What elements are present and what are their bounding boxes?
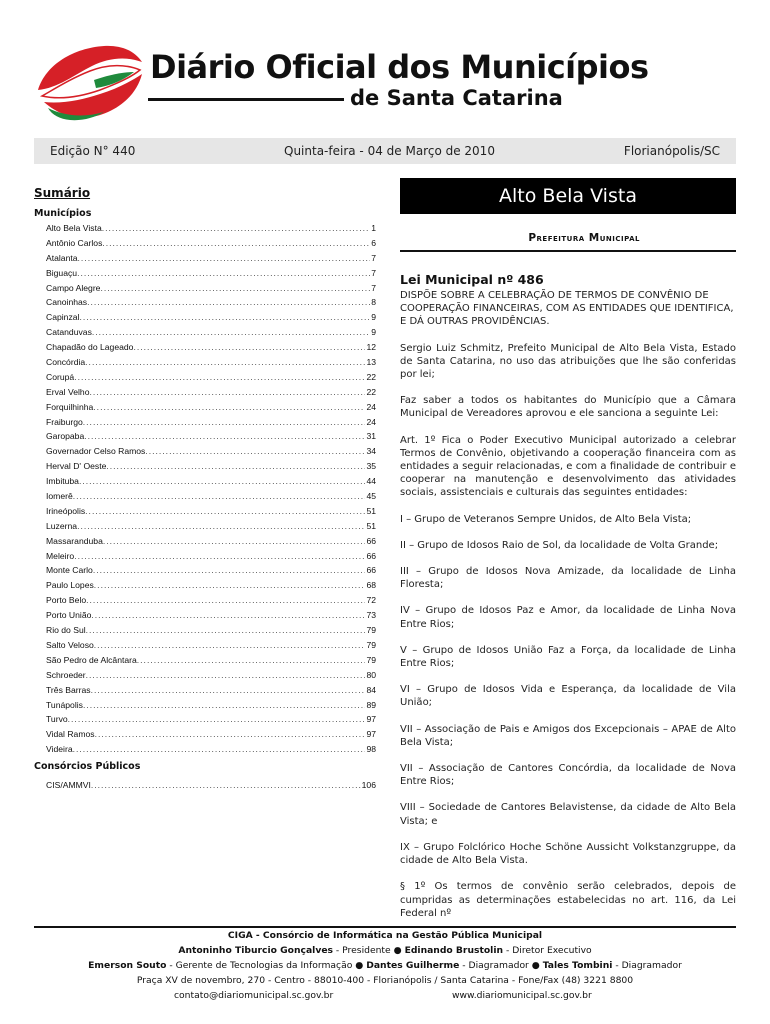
- footer: [34, 926, 736, 1001]
- toc-entry-page: 66: [366, 550, 376, 561]
- toc-entry[interactable]: [34, 281, 376, 296]
- footer-contacts: [34, 988, 736, 1003]
- toc-entry-page: 97: [366, 714, 376, 725]
- toc-entry[interactable]: [34, 251, 376, 266]
- toc-entry-name: Corupá: [46, 371, 75, 382]
- toc-entry[interactable]: [34, 385, 376, 400]
- toc-entry-page: 73: [366, 610, 376, 621]
- toc-entry-name: Herval D' Oeste: [46, 461, 107, 472]
- edition-city: Florianópolis/SC: [623, 144, 720, 158]
- toc-entry-name: São Pedro de Alcântara: [46, 654, 137, 665]
- toc-entry-name: Biguaçu: [46, 267, 78, 278]
- toc-entry[interactable]: [34, 504, 376, 519]
- toc-entry[interactable]: [34, 623, 376, 638]
- toc-entry-page: 51: [366, 520, 376, 531]
- toc-entry-name: Porto União: [46, 610, 92, 621]
- toc-dot-leader: [83, 698, 365, 713]
- toc-entry[interactable]: [34, 534, 376, 549]
- toc-entry-name: Porto Belo: [46, 595, 87, 606]
- law-paragraph: II – Grupo de Idosos Raio de Sol, da localidade de Volta Grande;: [400, 539, 719, 551]
- toc-dot-leader: [91, 683, 366, 698]
- toc-entry-name: Três Barras: [46, 684, 91, 695]
- designer1-role: Diagramador: [468, 960, 529, 971]
- masthead-subtitle: de Santa Catarina: [350, 86, 563, 110]
- toc-entry[interactable]: [34, 400, 376, 415]
- toc-entry-page: 7: [371, 267, 376, 278]
- toc-dot-leader: [79, 474, 365, 489]
- toc-dot-leader: [92, 325, 370, 340]
- law-paragraph: Faz saber a todos os habitantes do Município que a Câmara Municipal de Vereadores aprovou e ele sanciona a seguinte Lei:: [400, 395, 736, 420]
- toc-entry-name: Schroeder: [46, 669, 86, 680]
- toc-dot-leader: [103, 534, 366, 549]
- toc-entry[interactable]: [34, 563, 376, 578]
- toc-dot-leader: [85, 355, 365, 370]
- law-paragraph: VIII – Sociedade de Cantores Belavistense, da cidade de Alto Bela Vista; e: [400, 802, 736, 827]
- toc-consorcios-list: [34, 778, 376, 793]
- toc-entry[interactable]: [34, 519, 376, 534]
- toc-entry[interactable]: [34, 593, 376, 608]
- toc-entry-page: 9: [371, 327, 376, 338]
- toc-entry-name: Imbituba: [46, 476, 79, 487]
- table-of-contents: [34, 186, 376, 793]
- toc-entry-page: 79: [366, 625, 376, 636]
- law-paragraph: Sergio Luiz Schmitz, Prefeito Municipal de Alto Bela Vista, Estado de Santa Catarina, no uso das atribuições que lhe são conferidas por lei;: [400, 342, 736, 381]
- toc-entry[interactable]: [34, 778, 376, 793]
- toc-section-municipios: Municípios: [34, 208, 92, 219]
- toc-entry-page: 24: [366, 401, 376, 412]
- toc-entry-page: 31: [366, 431, 376, 442]
- toc-entry[interactable]: [34, 355, 376, 370]
- toc-entry-name: Fraiburgo: [46, 416, 83, 427]
- toc-entry-name: Garopaba: [46, 431, 85, 442]
- toc-entry-page: 22: [366, 371, 376, 382]
- toc-entry-name: Atalanta: [46, 252, 78, 263]
- toc-entry-page: 24: [366, 416, 376, 427]
- toc-entry-page: 13: [366, 357, 376, 368]
- law-paragraph: VII – Associação de Cantores Concórdia, da localidade de Nova Entre Rios;: [400, 763, 736, 788]
- director-name: Edinando Brustolin: [404, 945, 504, 956]
- footer-org: CIGA - Consórcio de Informática na Gestão Pública Municipal: [227, 930, 543, 941]
- toc-entry[interactable]: [34, 698, 376, 713]
- law-paragraph: Art. 1º Fica o Poder Executivo Municipal autorizado a celebrar Termos de Convênio, objetivando a cooperação financeira com as entidades a seguir relacionadas, e com a finalidade de contribuir e cooperar na manutenção e desenvolvimento das atividades sociais, assistenciais e culturais das seguintes entidades:: [400, 434, 736, 499]
- toc-dot-leader: [85, 504, 365, 519]
- toc-entry-name: Antônio Carlos: [46, 237, 103, 248]
- toc-entry[interactable]: [34, 742, 376, 757]
- toc-dot-leader: [137, 653, 366, 668]
- toc-entry[interactable]: [34, 608, 376, 623]
- toc-entry[interactable]: [34, 370, 376, 385]
- law-title: Lei Municipal nº 486: [400, 272, 544, 287]
- toc-dot-leader: [68, 712, 366, 727]
- law-paragraph: VII – Associação de Pais e Amigos dos Excepcionais – APAE de Alto Bela Vista;: [400, 723, 736, 748]
- law-body: [400, 342, 736, 920]
- toc-entry-name: Turvo: [46, 714, 68, 725]
- toc-entry-name: Chapadão do Lageado: [46, 342, 134, 353]
- toc-entry-page: 79: [366, 639, 376, 650]
- law-paragraph: IX – Grupo Folclórico Hoche Schöne Aussicht Volkstanzgruppe, da cidade de Alto Bela Vista.: [400, 841, 736, 867]
- toc-entry[interactable]: [34, 459, 376, 474]
- toc-entry-page: 79: [366, 654, 376, 665]
- masthead: [0, 0, 770, 132]
- toc-entry-name: Concórdia: [46, 357, 86, 368]
- president-role: Presidente: [342, 945, 391, 956]
- toc-entry-page: 45: [366, 491, 376, 502]
- toc-entry[interactable]: [34, 415, 376, 430]
- toc-dot-leader: [73, 742, 366, 757]
- toc-dot-leader: [89, 385, 365, 400]
- director-role: Diretor Executivo: [512, 945, 592, 956]
- toc-dot-leader: [79, 310, 370, 325]
- toc-entry-page: 7: [371, 282, 376, 293]
- toc-entry-name: Alto Bela Vista: [46, 223, 102, 233]
- toc-entry-name: Campo Alegre: [46, 282, 101, 293]
- edition-number: Edição N° 440: [50, 144, 136, 158]
- law-paragraph: III – Grupo de Idosos Nova Amizade, da localidade de Linha Floresta;: [400, 566, 736, 591]
- toc-dot-leader: [77, 519, 365, 534]
- toc-entry-name: Rio do Sul: [46, 625, 86, 636]
- toc-dot-leader: [102, 236, 370, 251]
- toc-entry-page: 1: [371, 223, 376, 233]
- toc-dot-leader: [84, 429, 365, 444]
- toc-entry-name: Catanduvas: [46, 327, 92, 338]
- toc-entry[interactable]: [34, 340, 376, 355]
- toc-entry-name: Salto Veloso: [46, 639, 94, 650]
- article-section-prefeitura: Prefeitura Municipal: [400, 232, 736, 252]
- bullet-icon: ●: [355, 960, 364, 971]
- toc-entry[interactable]: [34, 578, 376, 593]
- designer2-name: Tales Tombini: [542, 960, 613, 971]
- edition-bar: [34, 138, 736, 164]
- toc-entry-page: 72: [366, 595, 376, 606]
- toc-entry-name: Paulo Lopes: [46, 580, 94, 591]
- toc-entry[interactable]: [34, 429, 376, 444]
- masthead-subtitle-row: [148, 88, 736, 108]
- toc-dot-leader: [94, 578, 366, 593]
- toc-entry[interactable]: [34, 489, 376, 504]
- toc-dot-leader: [93, 400, 365, 415]
- toc-dot-leader: [95, 727, 366, 742]
- toc-entry-name: Iomerê: [46, 491, 73, 502]
- toc-dot-leader: [87, 295, 370, 310]
- law-paragraph: V – Grupo de Idosos União Faz a Força, da localidade de Linha Entre Rios;: [400, 644, 736, 670]
- toc-dot-leader: [78, 251, 371, 266]
- toc-entry-name: Forquilhinha: [46, 401, 94, 412]
- footer-email-link[interactable]: contato@diariomunicipal.sc.gov.br: [174, 990, 334, 1001]
- president-name: Antoninho Tiburcio Gonçalves: [178, 945, 334, 956]
- toc-entry-page: 98: [366, 744, 376, 755]
- masthead-rule: [148, 98, 344, 101]
- toc-dot-leader: [86, 623, 366, 638]
- toc-dot-leader: [94, 638, 366, 653]
- article-alto-bela-vista: [400, 178, 736, 920]
- toc-entry-page: 12: [366, 342, 376, 353]
- manager-role: Gerente de Tecnologias da Informação: [175, 960, 353, 971]
- toc-entry-name: CIS/AMMVI: [46, 780, 91, 791]
- toc-entry-page: 106: [361, 780, 376, 791]
- toc-dot-leader: [74, 370, 365, 385]
- toc-section-consorcios: Consórcios Públicos: [34, 761, 141, 773]
- toc-dot-leader: [102, 221, 370, 236]
- toc-entry[interactable]: [34, 727, 376, 742]
- toc-entry-page: 66: [366, 565, 376, 576]
- toc-dot-leader: [73, 489, 366, 504]
- toc-entry[interactable]: [34, 638, 376, 653]
- toc-entry[interactable]: [34, 266, 376, 281]
- toc-entry-name: Monte Carlo: [46, 565, 93, 576]
- toc-entry[interactable]: [34, 221, 376, 236]
- toc-dot-leader: [86, 593, 365, 608]
- toc-dot-leader: [91, 608, 365, 623]
- law-paragraph: IV – Grupo de Idosos Paz e Amor, da localidade de Linha Nova Entre Rios;: [400, 605, 736, 630]
- toc-entry-name: Capinzal: [46, 312, 80, 323]
- law-paragraph: I – Grupo de Veteranos Sempre Unidos, de Alto Bela Vista;: [400, 513, 692, 525]
- toc-entry[interactable]: [34, 295, 376, 310]
- toc-dot-leader: [93, 563, 366, 578]
- toc-entry[interactable]: [34, 236, 376, 251]
- toc-entry[interactable]: [34, 310, 376, 325]
- footer-staff: Emerson Souto - Gerente de Tecnologias da Informação ● Dantes Guilherme - Diagramador ● Tales Tombini - Diagramador: [88, 960, 682, 971]
- toc-entry-page: 44: [366, 476, 376, 487]
- toc-entry[interactable]: [34, 653, 376, 668]
- toc-entry-page: 22: [366, 386, 376, 397]
- footer-address: Praça XV de novembro, 270 - Centro - 88010-400 - Florianópolis / Santa Catarina - Fone/Fax (48) 3221 8800: [136, 975, 634, 986]
- toc-entry-page: 68: [366, 580, 376, 591]
- toc-entry-page: 9: [371, 312, 376, 323]
- manager-name: Emerson Souto: [88, 960, 167, 971]
- edition-date: Quinta-feira - 04 de Março de 2010: [284, 144, 495, 158]
- toc-entry-page: 34: [366, 446, 376, 457]
- toc-entry[interactable]: [34, 668, 376, 683]
- toc-entry-page: 51: [366, 505, 376, 516]
- law-paragraph: § 1º Os termos de convênio serão celebrados, depois de cumpridas as determinações estabelecidas no art. 116, da Lei Federal nº: [400, 881, 736, 919]
- toc-entry-page: 80: [366, 669, 376, 680]
- bullet-icon: ●: [531, 960, 540, 971]
- toc-entry-name: Massaranduba: [46, 535, 103, 546]
- toc-title: Sumário: [34, 186, 91, 200]
- toc-entry[interactable]: [34, 683, 376, 698]
- toc-entry-name: Luzerna: [46, 520, 78, 531]
- masthead-title: Diário Oficial dos Municípios: [150, 48, 649, 86]
- toc-entry[interactable]: [34, 444, 376, 459]
- toc-entry-name: Erval Velho: [46, 386, 90, 397]
- toc-dot-leader: [91, 778, 361, 793]
- toc-dot-leader: [133, 340, 365, 355]
- toc-entry-name: Canoinhas: [46, 297, 88, 308]
- toc-entry-page: 7: [371, 252, 376, 263]
- designer2-role: Diagramador: [621, 960, 682, 971]
- toc-dot-leader: [145, 444, 365, 459]
- toc-entry-page: 84: [366, 684, 376, 695]
- toc-entry[interactable]: [34, 712, 376, 727]
- toc-entry-page: 89: [366, 699, 376, 710]
- toc-entry-page: 8: [371, 297, 376, 308]
- toc-entry-name: Irineópolis: [46, 505, 86, 516]
- toc-entry-name: Meleiro: [46, 550, 75, 561]
- toc-dot-leader: [77, 266, 370, 281]
- toc-entry-name: Governador Celso Ramos: [46, 446, 146, 457]
- footer-website-link[interactable]: www.diariomunicipal.sc.gov.br: [452, 990, 592, 1001]
- toc-entry[interactable]: [34, 549, 376, 564]
- toc-entry[interactable]: [34, 325, 376, 340]
- toc-entry-name: Tunápolis: [46, 699, 83, 710]
- toc-entry-page: 35: [366, 461, 376, 472]
- toc-dot-leader: [106, 459, 365, 474]
- toc-dot-leader: [74, 549, 365, 564]
- toc-dot-leader: [83, 415, 366, 430]
- toc-municipios-list: [34, 221, 376, 757]
- bullet-icon: ●: [393, 945, 402, 956]
- footer-leaders: Antoninho Tiburcio Gonçalves - Presidente ● Edinando Brustolin - Diretor Executivo: [178, 945, 592, 956]
- toc-entry-name: Vidal Ramos: [46, 729, 95, 740]
- toc-dot-leader: [86, 668, 366, 683]
- toc-entry-name: Videira: [46, 744, 73, 755]
- toc-entry-page: 6: [371, 237, 376, 248]
- toc-entry-page: 97: [366, 729, 376, 740]
- law-summary: DISPÕE SOBRE A CELEBRAÇÃO DE TERMOS DE CONVÊNIO DE COOPERAÇÃO FINANCEIRAS, COM AS ENTIDADES QUE IDENTIFICA, E DÁ OUTRAS PROVIDÊNCIAS.: [400, 290, 734, 328]
- toc-dot-leader: [100, 281, 370, 296]
- designer1-name: Dantes Guilherme: [366, 960, 460, 971]
- santa-catarina-flag-logo-icon: [34, 44, 146, 122]
- law-paragraph: VI – Grupo de Idosos Vida e Esperança, da localidade de Vila União;: [400, 684, 736, 709]
- toc-entry[interactable]: [34, 474, 376, 489]
- toc-entry-page: 66: [366, 535, 376, 546]
- article-municipality-header: Alto Bela Vista: [400, 178, 736, 214]
